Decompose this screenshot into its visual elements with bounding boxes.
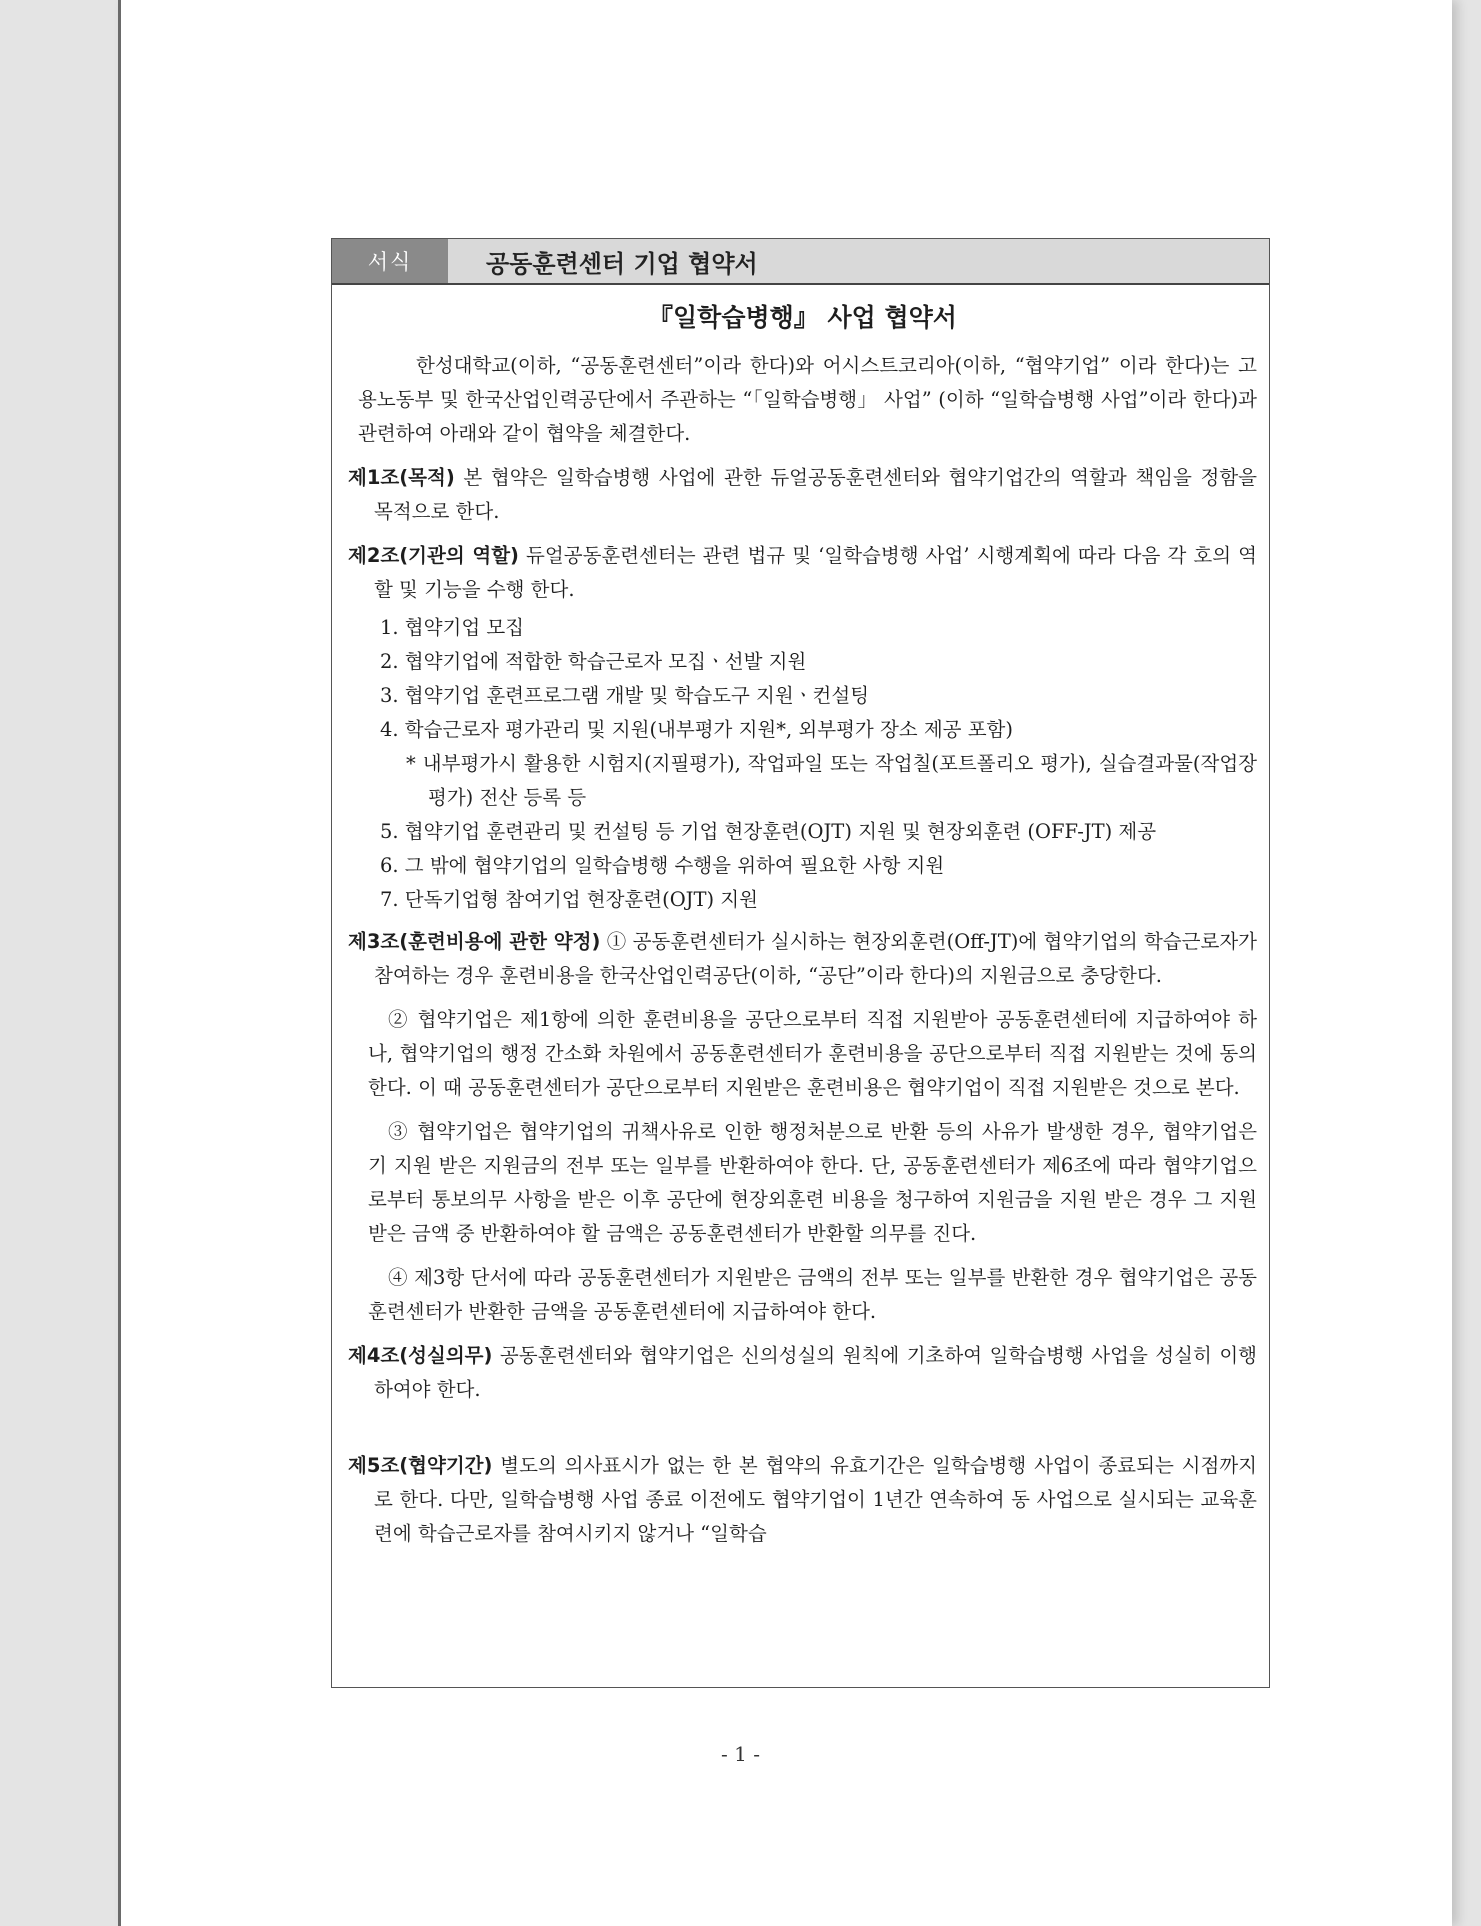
list-item: 2. 협약기업에 적합한 학습근로자 모집ㆍ선발 지원 <box>380 650 807 673</box>
article-3-paragraph-2: ② 협약기업은 제1항에 의한 훈련비용을 공단으로부터 직접 지원받아 공동훈련센터에 지급하여야 하나, 협약기업의 행정 간소화 차원에서 공동훈련센터가 훈련비용을 공단으로부터 직접 지원받는 것에 동의한다. 이 때 공동훈련센터가 공단으로부터 지원받은 훈련비용은 협약기업이 직접 지원받은 것으로 본다. <box>368 1008 1257 1099</box>
article-3-heading: 제3조(훈련비용에 관한 약정) <box>348 930 601 953</box>
list-item: 3. 협약기업 훈련프로그램 개발 및 학습도구 지원ㆍ컨설팅 <box>380 684 870 707</box>
article-1-heading: 제1조(목적) <box>348 466 455 489</box>
article-4-text: 공동훈련센터와 협약기업은 신의성실의 원칙에 기초하여 일학습병행 사업을 성실히 이행하여야 한다. <box>374 1344 1257 1401</box>
form-title: 공동훈련센터 기업 협약서 <box>448 239 1269 283</box>
list-item: 1. 협약기업 모집 <box>380 616 525 639</box>
document-title: 『일학습병행』 사업 협약서 <box>648 303 957 332</box>
intro-paragraph: 한성대학교(이하, “공동훈련센터”이라 한다)와 어시스트코리아(이하, “협약기업” 이라 한다)는 고용노동부 및 한국산업인력공단에서 주관하는 “「일학습병행」 사업” (이하 “일학습병행 사업”이라 한다)과 관련하여 아래와 같이 협약을 체결한다. <box>358 354 1257 445</box>
list-item: 6. 그 밖에 협약기업의 일학습병행 수행을 위하여 필요한 사항 지원 <box>380 854 945 877</box>
article-2-text: 듀얼공동훈련센터는 관련 법규 및 ‘일학습병행 사업’ 시행계획에 따라 다음 각 호의 역할 및 기능을 수행 한다. <box>374 544 1257 601</box>
form-label: 서식 <box>332 239 448 283</box>
article-5-heading: 제5조(협약기간) <box>348 1454 493 1477</box>
article-4 <box>348 1339 1257 1407</box>
article-2 <box>348 539 1257 607</box>
article-5 <box>348 1449 1257 1551</box>
article-3-text: ① 공동훈련센터가 실시하는 현장외훈련(Off-JT)에 협약기업의 학습근로자가 참여하는 경우 훈련비용을 한국산업인력공단(이하, “공단”이라 한다)의 지원금으로 충당한다. <box>374 930 1257 987</box>
agreement-form <box>331 238 1270 1688</box>
article-2-list <box>348 611 1257 917</box>
page-number: - 1 - <box>721 1742 760 1766</box>
agreement-body <box>332 301 1269 1551</box>
spacer <box>348 1417 1257 1449</box>
list-item: 7. 단독기업형 참여기업 현장훈련(OJT) 지원 <box>380 888 758 911</box>
article-3-paragraph-4: ④ 제3항 단서에 따라 공동훈련센터가 지원받은 금액의 전부 또는 일부를 반환한 경우 협약기업은 공동훈련센터가 반환한 금액을 공동훈련센터에 지급하여야 한다. <box>368 1266 1257 1323</box>
article-1-text: 본 협약은 일학습병행 사업에 관한 듀얼공동훈련센터와 협약기업간의 역할과 책임을 정함을 목적으로 한다. <box>374 466 1257 523</box>
article-1 <box>348 461 1257 529</box>
form-header <box>332 239 1269 285</box>
article-4-heading: 제4조(성실의무) <box>348 1344 493 1367</box>
list-item: 5. 협약기업 훈련관리 및 컨설팅 등 기업 현장훈련(OJT) 지원 및 현장외훈련 (OFF-JT) 제공 <box>380 820 1157 843</box>
article-2-heading: 제2조(기관의 역할) <box>348 544 519 567</box>
article-3 <box>348 925 1257 993</box>
list-note: * 내부평가시 활용한 시험지(지필평가), 작업파일 또는 작업칠(포트폴리오 평가), 실습결과물(작업장 평가) 전산 등록 등 <box>406 752 1257 809</box>
article-5-text: 별도의 의사표시가 없는 한 본 협약의 유효기간은 일학습병행 사업이 종료되는 시점까지로 한다. 다만, 일학습병행 사업 종료 이전에도 협약기업이 1년간 연속하여 동 사업으로 실시되는 교육훈련에 학습근로자를 참여시키지 않거나 “일학습 <box>374 1454 1257 1545</box>
article-3-paragraph-3: ③ 협약기업은 협약기업의 귀책사유로 인한 행정처분으로 반환 등의 사유가 발생한 경우, 협약기업은 기 지원 받은 지원금의 전부 또는 일부를 반환하여야 한다. 단, 공동훈련센터가 제6조에 따라 협약기업으로부터 통보의무 사항을 받은 이후 공단에 현장외훈련 비용을 청구하여 지원금을 지원 받은 경우 그 지원 받은 금액 중 반환하여야 할 금액은 공동훈련센터가 반환할 의무를 진다. <box>368 1120 1257 1245</box>
list-item: 4. 학습근로자 평가관리 및 지원(내부평가 지원*, 외부평가 장소 제공 포함) <box>380 718 1013 741</box>
